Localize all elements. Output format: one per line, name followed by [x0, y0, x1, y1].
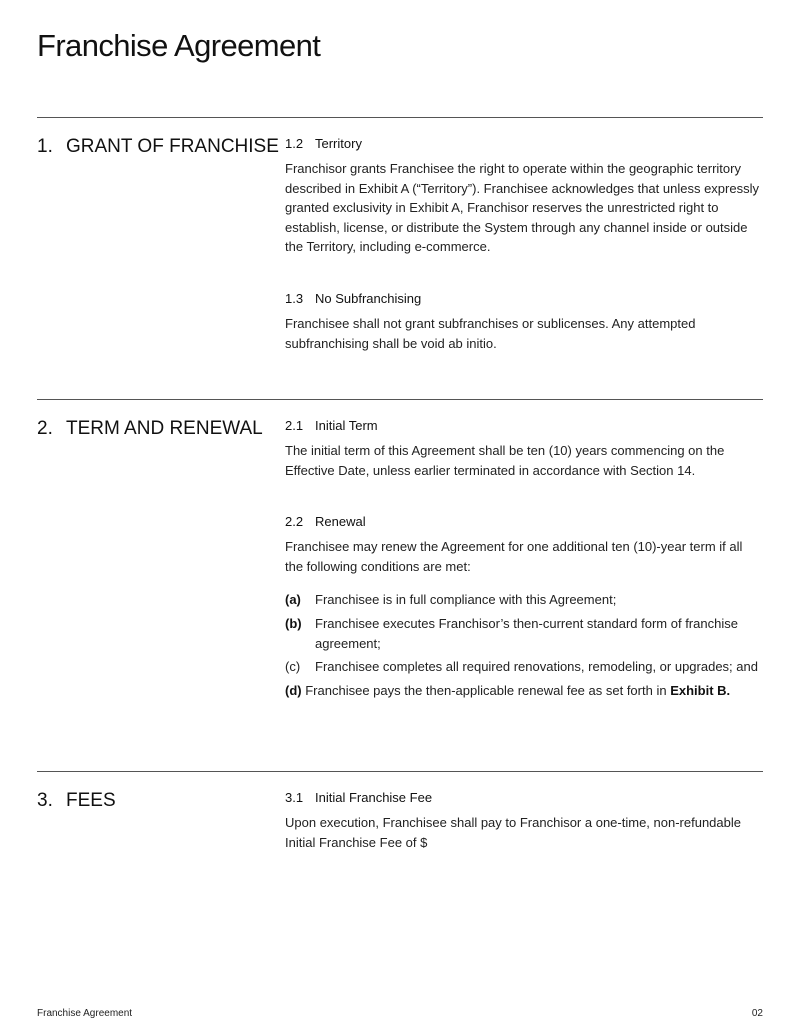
list-item-text: Franchisee is in full compliance with this Agreement; — [315, 592, 617, 608]
subsection-heading — [285, 790, 763, 806]
subsection-initial-franchise-fee — [285, 790, 763, 852]
subsection-no-subfranchising — [285, 291, 763, 353]
section-grant-of-franchise — [37, 117, 763, 351]
list-item — [285, 681, 763, 701]
subsection-heading — [285, 136, 763, 152]
section-title: FEES — [66, 790, 116, 811]
list-item-text: Franchisee executes Franchisor’s then-current standard form of franchise agreement; — [315, 615, 738, 651]
subsection-heading — [285, 514, 763, 530]
section-number: 2. — [37, 418, 53, 439]
subsection-number: 2.1 — [285, 418, 304, 433]
subsection-title: Initial Term — [315, 418, 378, 433]
subsection-text: Franchisor grants Franchisee the right to operate within the geographic territory described in Exhibit A (“Territory”). Franchisee acknowledges that unless expressly granted exclusivity in Exhibit A, Franchisor reserves the unrestricted right to establish, license, or distribute the System through any channel inside or outside the Territory, including e-commerce. — [285, 161, 759, 255]
footer-document-title: Franchise Agreement — [37, 1008, 133, 1019]
subsection-title: Territory — [315, 136, 362, 151]
section-body — [285, 418, 763, 700]
exhibit-reference: Exhibit B. — [670, 682, 731, 698]
subsection-number: 3.1 — [285, 790, 304, 805]
list-marker: (c) — [285, 659, 301, 675]
subsection-number: 1.3 — [285, 290, 304, 306]
list-item-text: Franchisee completes all required renovations, remodeling, or upgrades; and — [315, 659, 758, 675]
subsection-initial-term — [285, 418, 763, 480]
list-item-text: Franchisee pays the then-applicable renewal fee as set forth in — [305, 682, 667, 698]
page-title: Franchise Agreement — [37, 28, 321, 63]
subsection-territory — [285, 136, 763, 257]
list-item — [285, 590, 763, 610]
section-title: TERM AND RENEWAL — [66, 418, 263, 439]
subsection-title: Initial Franchise Fee — [315, 790, 433, 805]
list-marker: (d) — [285, 682, 302, 698]
subsection-text: Franchisee shall not grant subfranchises or sublicenses. Any attempted subfranchising shall be void ab initio. — [285, 315, 696, 351]
section-body — [285, 790, 763, 852]
section-body — [285, 136, 763, 353]
subsection-title: No Subfranchising — [315, 290, 422, 306]
subsection-number: 2.2 — [285, 514, 304, 530]
section-term-and-renewal — [37, 399, 763, 698]
subsection-text: Upon execution, Franchisee shall pay to Franchisor a one-time, non-refundable Initial Franchise Fee of $ — [285, 815, 741, 850]
footer-page-number: 02 — [751, 1008, 763, 1019]
subsection-renewal — [285, 514, 763, 700]
subsection-heading — [285, 291, 763, 307]
section-title: GRANT OF FRANCHISE — [66, 136, 279, 157]
subsection-text: Franchisee may renew the Agreement for one additional ten (10)-year term if all the following conditions are met: — [285, 539, 743, 574]
section-number: 1. — [37, 136, 53, 157]
subsection-title: Renewal — [315, 514, 366, 530]
section-heading — [37, 136, 279, 158]
subsection-text: The initial term of this Agreement shall be ten (10) years commencing on the Effective Date, unless earlier terminated in accordance with Section 14. — [285, 443, 725, 478]
section-number: 3. — [37, 790, 53, 811]
subsection-heading — [285, 418, 763, 434]
renewal-conditions-list — [285, 590, 763, 700]
list-item — [285, 657, 763, 677]
section-heading — [37, 418, 263, 440]
list-item — [285, 614, 763, 653]
list-marker: (b) — [285, 615, 302, 631]
section-heading — [37, 790, 116, 812]
list-marker: (a) — [285, 592, 301, 608]
section-fees — [37, 771, 763, 850]
subsection-number: 1.2 — [285, 136, 304, 151]
